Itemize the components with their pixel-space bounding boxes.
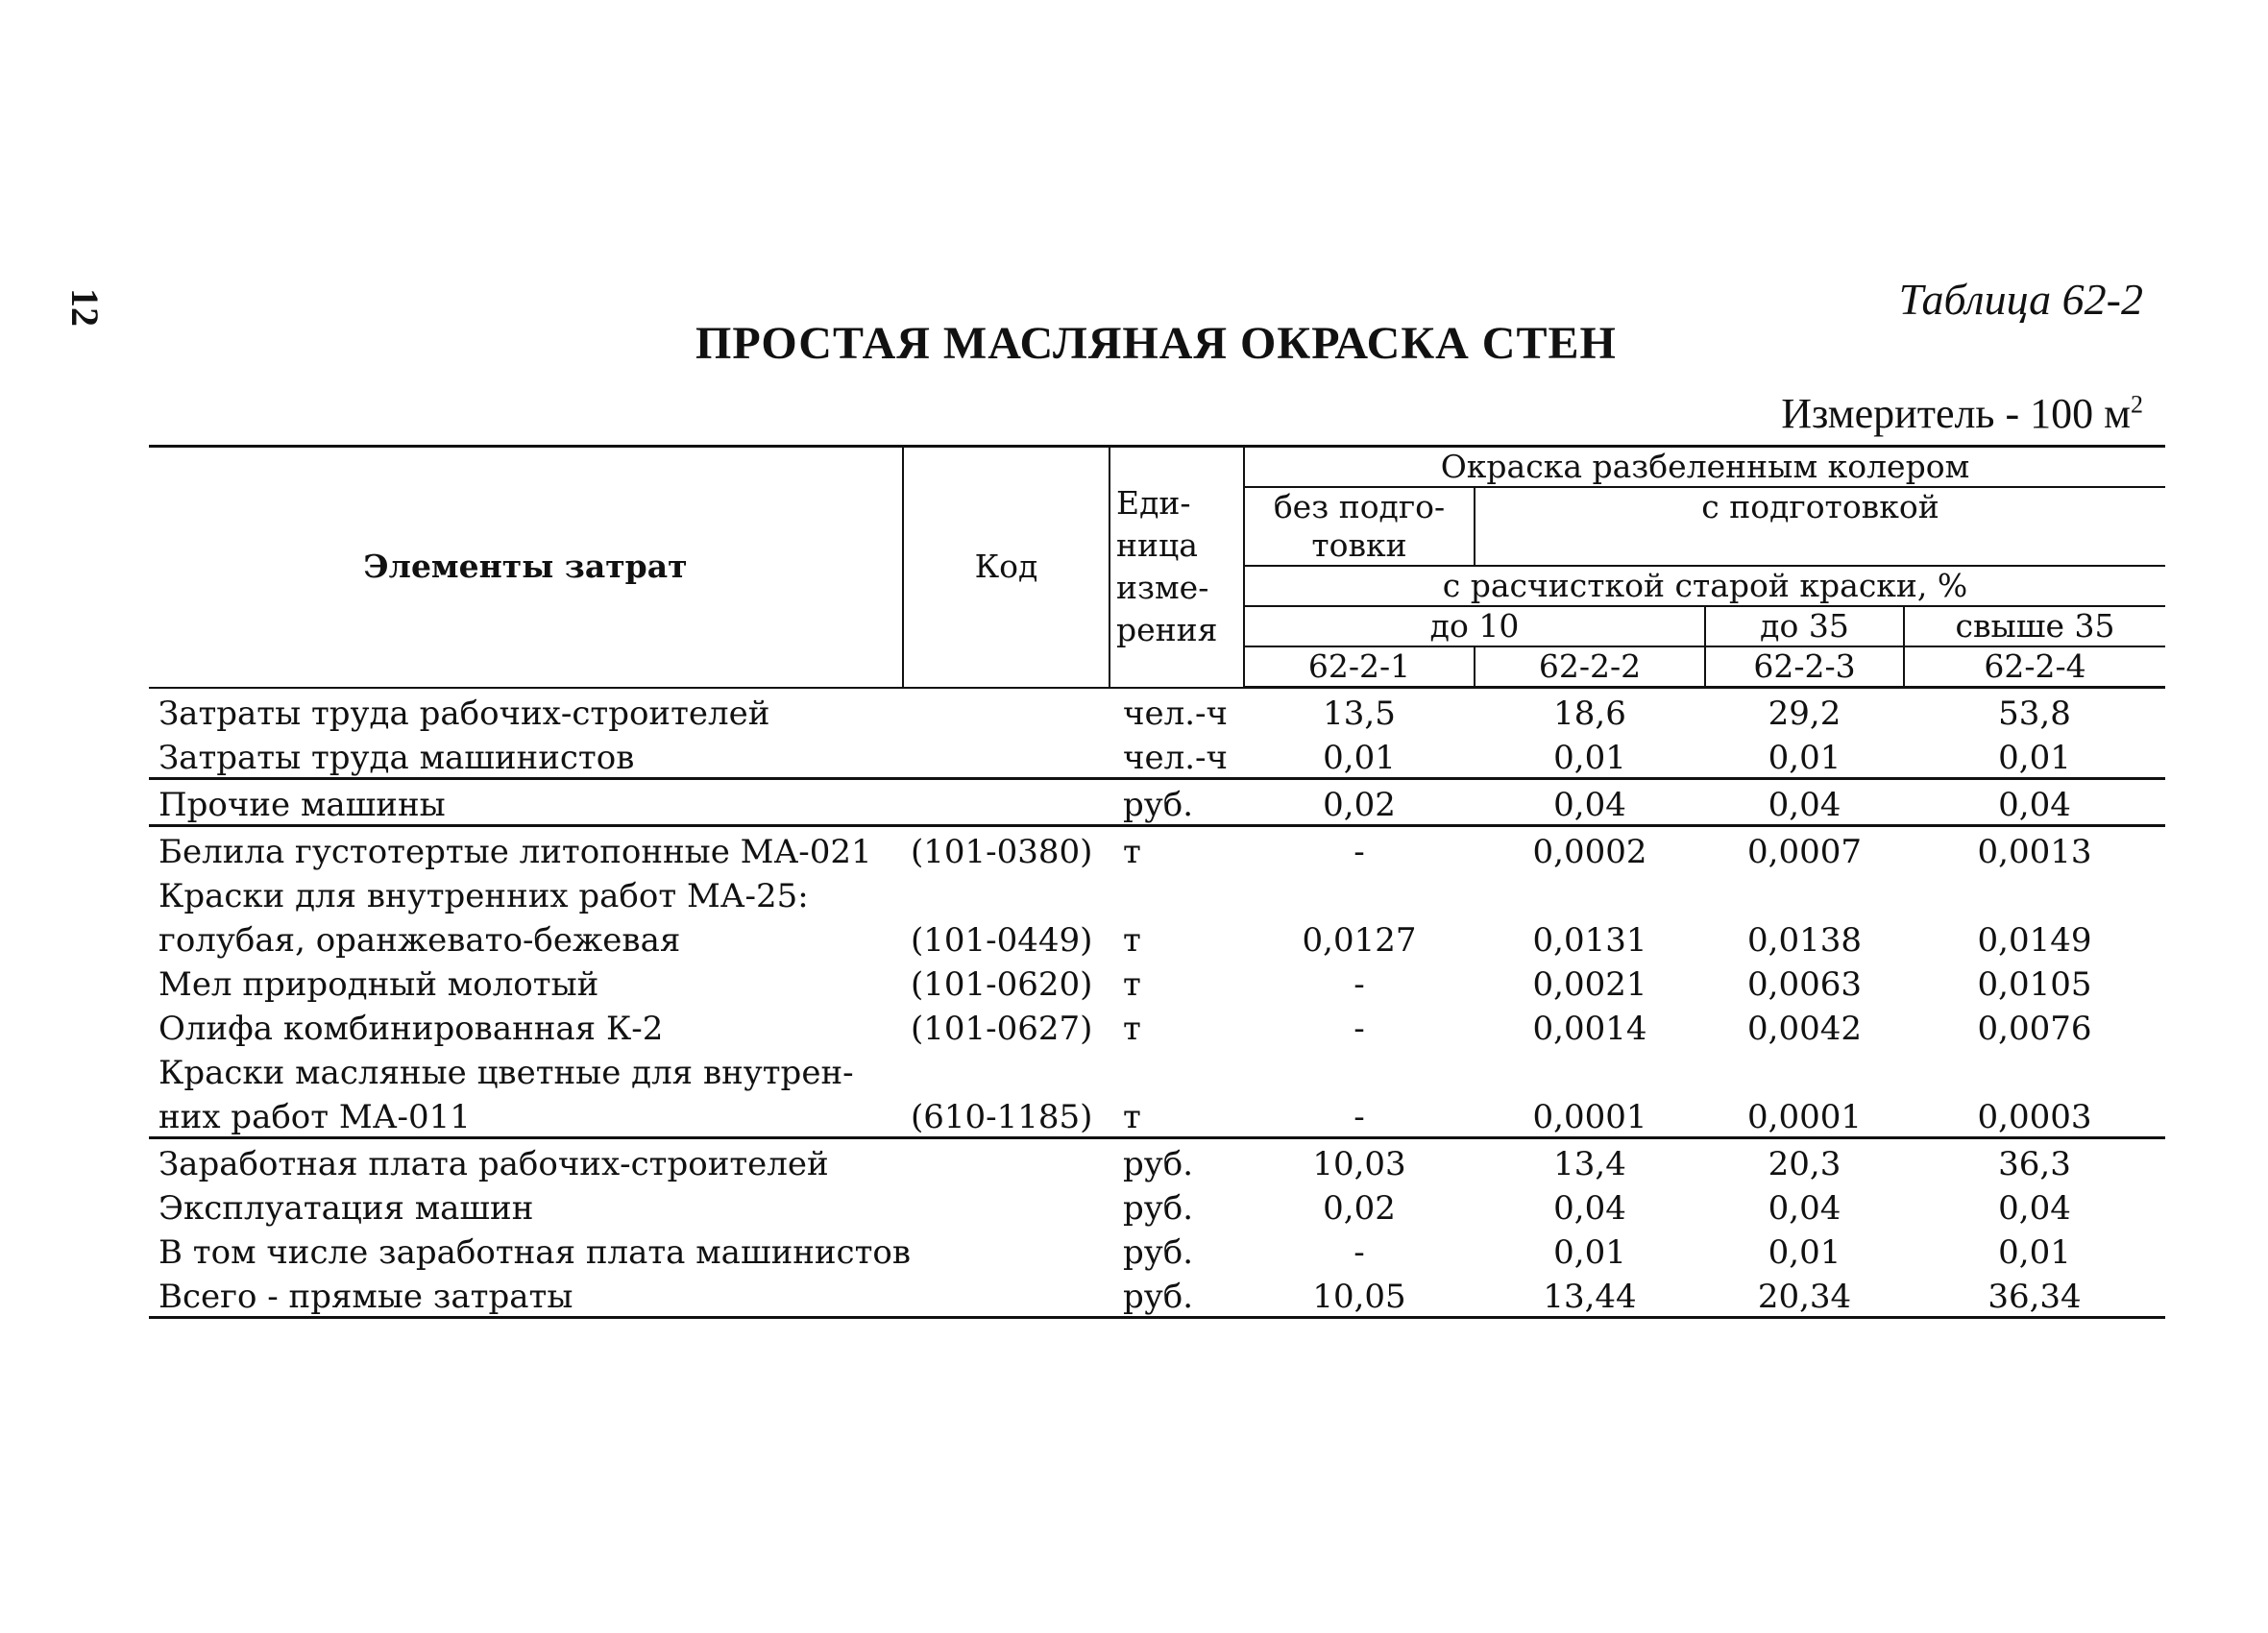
header-code-62-2-2: 62-2-2	[1475, 646, 1705, 688]
table-row	[149, 826, 2165, 872]
no-prep-line: товки	[1311, 526, 1407, 564]
row-value	[1244, 1048, 1475, 1092]
table-label: Таблица 62-2	[1898, 275, 2143, 324]
row-name: Прочие машины	[149, 779, 903, 826]
row-code	[903, 1183, 1110, 1228]
row-value: 0,0001	[1475, 1092, 1705, 1138]
header-code: Код	[903, 447, 1110, 688]
measure-sup: 2	[2131, 390, 2143, 419]
table-row	[149, 1048, 2165, 1092]
table-row	[149, 871, 2165, 915]
row-value: 18,6	[1553, 695, 1626, 733]
unit-line: ница	[1116, 526, 1198, 565]
row-value: 0,01	[1998, 1233, 2071, 1272]
row-name: Белила густотертые литопонные МА-021	[159, 833, 872, 871]
row-name: Затраты труда рабочих-строителей	[159, 695, 770, 733]
row-value: 29,2	[1768, 695, 1841, 733]
row-unit: т	[1123, 921, 1141, 960]
header-code-62-2-3: 62-2-3	[1705, 646, 1904, 688]
row-unit: т	[1123, 965, 1141, 1004]
measure-unit	[1781, 389, 2143, 438]
table-row	[149, 1228, 2165, 1272]
header-no-prep	[1244, 487, 1475, 566]
row-code	[903, 779, 1110, 826]
row-unit	[1110, 1048, 1244, 1092]
row-value: 0,01	[1553, 1233, 1626, 1272]
row-value: 0,0138	[1747, 921, 1862, 960]
row-value: 13,4	[1553, 1145, 1626, 1183]
row-code: (101-0620)	[911, 965, 1093, 1004]
row-value: 53,8	[1998, 695, 2071, 733]
row-unit: руб.	[1123, 1189, 1194, 1228]
table-row	[149, 1004, 2165, 1048]
row-value: 0,0063	[1747, 965, 1862, 1004]
row-value: -	[1353, 965, 1365, 1004]
row-unit: чел.-ч	[1123, 695, 1228, 733]
row-unit: чел.-ч	[1110, 733, 1244, 779]
row-name: Краски для внутренних работ МА-25:	[159, 877, 809, 915]
row-name: них работ МА-011	[149, 1092, 903, 1138]
row-value: -	[1353, 833, 1365, 871]
row-name: Краски масляные цветные для внутрен-	[159, 1054, 854, 1092]
page-title: ПРОСТАЯ МАСЛЯНАЯ ОКРАСКА СТЕН	[695, 318, 1617, 369]
row-value: 0,0076	[1977, 1010, 2092, 1048]
row-code	[903, 1048, 1110, 1092]
row-value: 0,01	[1904, 733, 2165, 779]
row-value: 10,05	[1244, 1272, 1475, 1318]
row-value: 0,01	[1475, 733, 1705, 779]
row-unit: т	[1110, 1092, 1244, 1138]
row-value: 0,02	[1323, 1189, 1396, 1228]
header-code-62-2-4: 62-2-4	[1904, 646, 2165, 688]
row-value: 20,34	[1705, 1272, 1904, 1318]
row-value: 0,04	[1904, 779, 2165, 826]
row-unit: руб.	[1123, 1145, 1194, 1183]
row-code: (101-0449)	[911, 921, 1093, 960]
row-value	[1904, 1048, 2165, 1092]
row-unit	[1110, 871, 1244, 915]
row-value	[1705, 871, 1904, 915]
row-code	[903, 1138, 1110, 1184]
row-value: 0,04	[1705, 779, 1904, 826]
row-unit: руб.	[1110, 1272, 1244, 1318]
measure-text: Измеритель - 100 м	[1781, 390, 2131, 437]
row-value	[1244, 871, 1475, 915]
row-value: 0,04	[1553, 1189, 1626, 1228]
row-code	[903, 688, 1110, 734]
row-value: 0,01	[1768, 1233, 1841, 1272]
row-value: 0,0014	[1532, 1010, 1647, 1048]
header-code-62-2-1: 62-2-1	[1244, 646, 1475, 688]
row-code	[903, 733, 1110, 779]
row-value: 13,5	[1323, 695, 1396, 733]
header-group: Окраска разбеленным колером	[1244, 447, 2165, 488]
row-name: Эксплуатация машин	[159, 1189, 534, 1228]
row-value: 0,0013	[1977, 833, 2092, 871]
table-row	[149, 915, 2165, 960]
header-upto10: до 10	[1244, 606, 1705, 646]
header-with-prep: с подготовкой	[1475, 487, 2165, 566]
row-name: Всего - прямые затраты	[149, 1272, 903, 1318]
row-value: -	[1353, 1010, 1365, 1048]
header-upto35: до 35	[1705, 606, 1904, 646]
row-value: 0,0002	[1532, 833, 1647, 871]
row-value: 36,3	[1998, 1145, 2071, 1183]
row-unit: т	[1123, 1010, 1141, 1048]
unit-line: рения	[1116, 611, 1218, 649]
row-value	[1475, 1048, 1705, 1092]
row-value: 0,0001	[1705, 1092, 1904, 1138]
header-unit	[1110, 447, 1244, 688]
cost-table	[149, 445, 2165, 1319]
row-value: 0,0007	[1747, 833, 1862, 871]
no-prep-line: без подго-	[1273, 488, 1446, 525]
row-name: Олифа комбинированная К-2	[159, 1010, 664, 1048]
row-code	[903, 1272, 1110, 1318]
table-row	[149, 1183, 2165, 1228]
row-value: 0,01	[1244, 733, 1475, 779]
header-elements: Элементы затрат	[149, 447, 903, 688]
row-name: Заработная плата рабочих-строителей	[159, 1145, 829, 1183]
row-code: (101-0627)	[911, 1010, 1093, 1048]
row-code	[903, 871, 1110, 915]
row-unit: руб.	[1110, 779, 1244, 826]
row-value: 0,0127	[1302, 921, 1417, 960]
table-row	[149, 1272, 2165, 1318]
row-code: (610-1185)	[903, 1092, 1110, 1138]
table-row	[149, 1092, 2165, 1138]
row-value: 0,0003	[1904, 1092, 2165, 1138]
header-over35: свыше 35	[1904, 606, 2165, 646]
row-value: 0,01	[1705, 733, 1904, 779]
page-number: 12	[63, 288, 107, 327]
row-name: голубая, оранжевато-бежевая	[159, 921, 681, 960]
row-name: Мел природный молотый	[159, 965, 599, 1004]
row-value: 0,0021	[1532, 965, 1647, 1004]
table-row	[149, 1138, 2165, 1184]
unit-line: Еди-	[1116, 484, 1191, 523]
table-row	[149, 733, 2165, 779]
row-value: 0,04	[1998, 1189, 2071, 1228]
row-value: 20,3	[1768, 1145, 1841, 1183]
row-value: 10,03	[1312, 1145, 1406, 1183]
row-value: -	[1244, 1092, 1475, 1138]
row-value: 0,0131	[1532, 921, 1647, 960]
header-cleaning: с расчисткой старой краски, %	[1244, 566, 2165, 606]
row-value: 36,34	[1904, 1272, 2165, 1318]
row-value: 0,02	[1244, 779, 1475, 826]
row-unit: руб.	[1123, 1233, 1194, 1272]
row-unit: т	[1123, 833, 1141, 871]
row-value: 0,04	[1768, 1189, 1841, 1228]
table-row	[149, 960, 2165, 1004]
table-row	[149, 779, 2165, 826]
row-value	[1705, 1048, 1904, 1092]
row-value: -	[1353, 1233, 1365, 1272]
row-value	[1904, 871, 2165, 915]
row-value: 0,0149	[1977, 921, 2092, 960]
row-value: 0,0105	[1977, 965, 2092, 1004]
row-name: В том числе заработная плата машинистов	[159, 1233, 912, 1272]
unit-line: изме-	[1116, 569, 1209, 607]
row-name: Затраты труда машинистов	[149, 733, 903, 779]
row-value: 0,04	[1475, 779, 1705, 826]
row-code	[903, 1228, 1110, 1272]
row-value	[1475, 871, 1705, 915]
row-value: 0,0042	[1747, 1010, 1862, 1048]
row-code: (101-0380)	[911, 833, 1093, 871]
table-row	[149, 688, 2165, 734]
row-value: 13,44	[1475, 1272, 1705, 1318]
